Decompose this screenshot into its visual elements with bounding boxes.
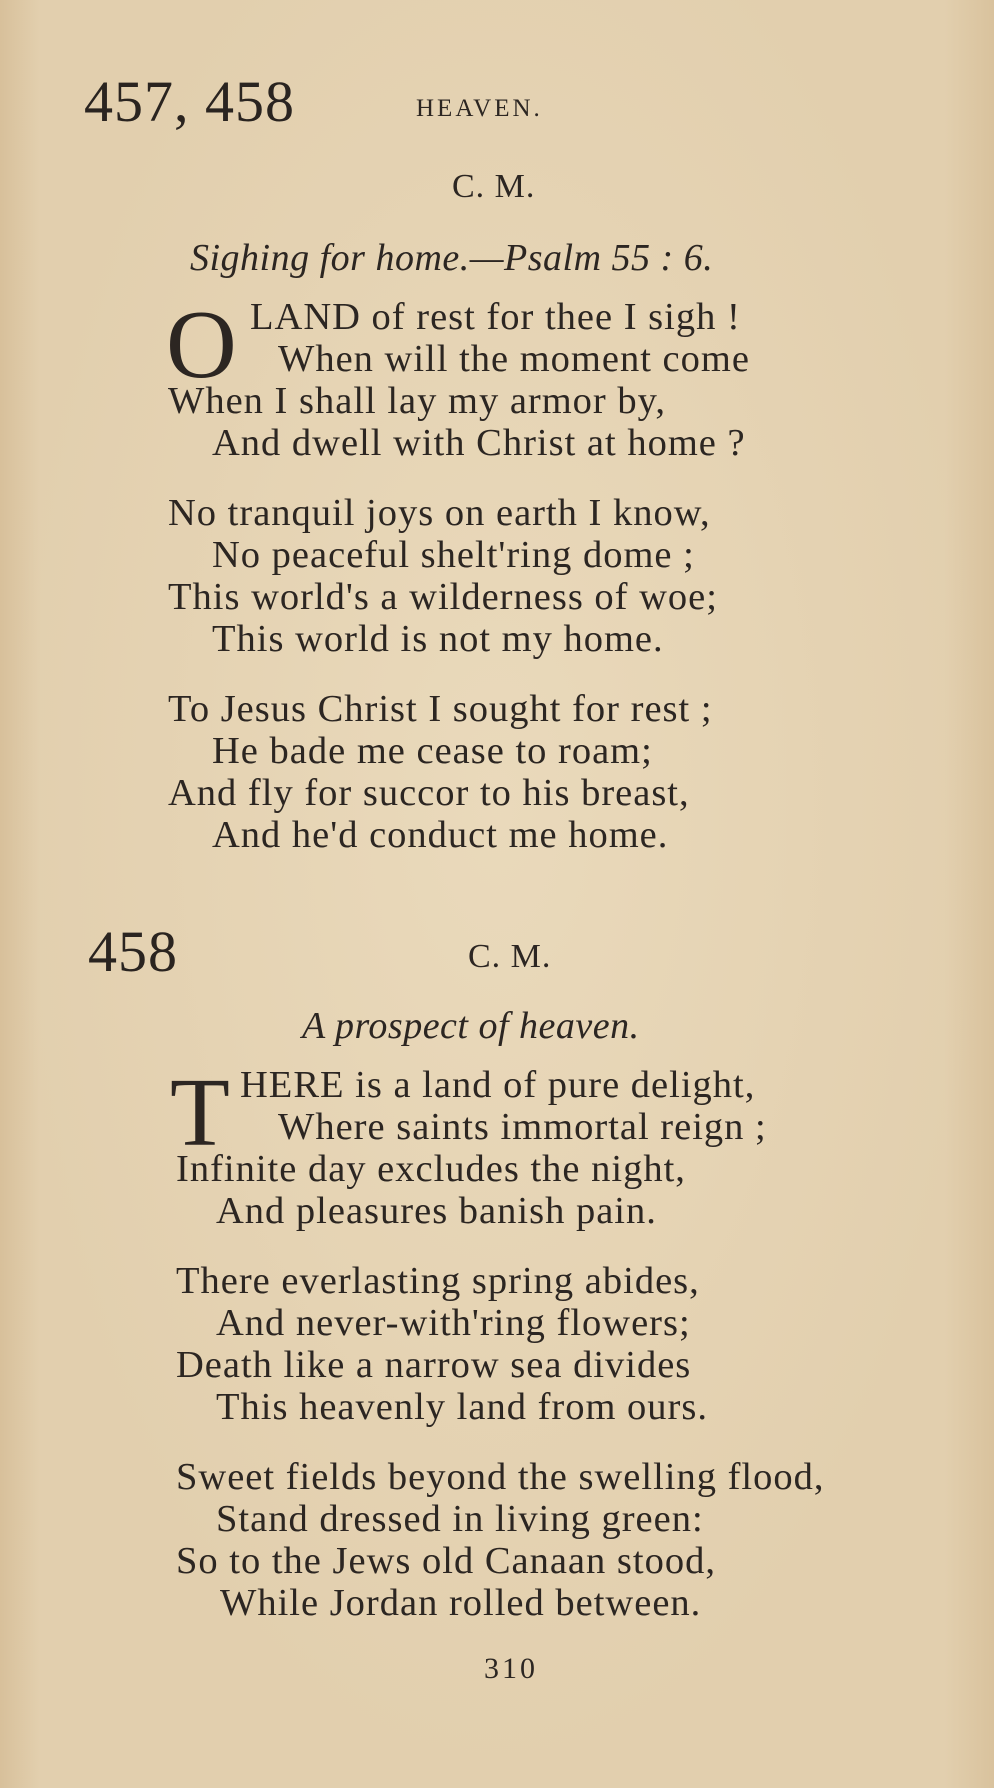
hymn-457-line: To Jesus Christ I sought for rest ;	[168, 688, 713, 730]
hymn-458-drop-cap: T	[170, 1059, 230, 1167]
hymn-458-number: 458	[88, 919, 178, 984]
hymn-457-line: And dwell with Christ at home ?	[212, 422, 746, 464]
hymn-458-line: This heavenly land from ours.	[216, 1386, 708, 1428]
hymn-457-line: And he'd conduct me home.	[212, 814, 669, 856]
hymn-457-drop-cap: O	[166, 291, 237, 399]
hymn-458-line: And pleasures banish pain.	[216, 1190, 657, 1232]
hymn-457-line: When will the moment come	[278, 338, 750, 380]
hymn-458-line: Sweet fields beyond the swelling flood,	[176, 1456, 825, 1498]
hymn-458-subtitle: A prospect of heaven.	[302, 1005, 640, 1047]
hymn-457-line: When I shall lay my armor by,	[168, 380, 666, 422]
hymn-457-meter: C. M.	[452, 168, 536, 205]
hymn-457-line: No peaceful shelt'ring dome ;	[212, 534, 695, 576]
header-section-title: HEAVEN.	[416, 95, 543, 122]
hymn-458-line: Stand dressed in living green:	[216, 1498, 704, 1540]
hymn-458-line: Where saints immortal reign ;	[278, 1106, 767, 1148]
hymn-458-line: HERE is a land of pure delight,	[240, 1064, 756, 1106]
hymn-458-line: So to the Jews old Canaan stood,	[176, 1540, 716, 1582]
hymn-457-subtitle: Sighing for home.—Psalm 55 : 6.	[190, 237, 714, 279]
hymn-458-line: There everlasting spring abides,	[176, 1260, 700, 1302]
page-number: 310	[484, 1652, 538, 1685]
hymn-458-line: While Jordan rolled between.	[220, 1582, 702, 1624]
hymn-458-line: And never-with'ring flowers;	[216, 1302, 691, 1344]
hymn-457-line: This world's a wilderness of woe;	[168, 576, 718, 618]
hymn-457-line: This world is not my home.	[212, 618, 664, 660]
hymn-458-line: Death like a narrow sea divides	[176, 1344, 692, 1386]
hymn-457-line: He bade me cease to roam;	[212, 730, 653, 772]
hymn-458-meter: C. M.	[468, 938, 552, 975]
hymn-457-line: No tranquil joys on earth I know,	[168, 492, 711, 534]
hymn-457-line: LAND of rest for thee I sigh !	[250, 296, 741, 338]
header-hymn-numbers: 457, 458	[84, 69, 295, 134]
hymn-457-line: And fly for succor to his breast,	[168, 772, 690, 814]
hymn-458-line: Infinite day excludes the night,	[176, 1148, 686, 1190]
